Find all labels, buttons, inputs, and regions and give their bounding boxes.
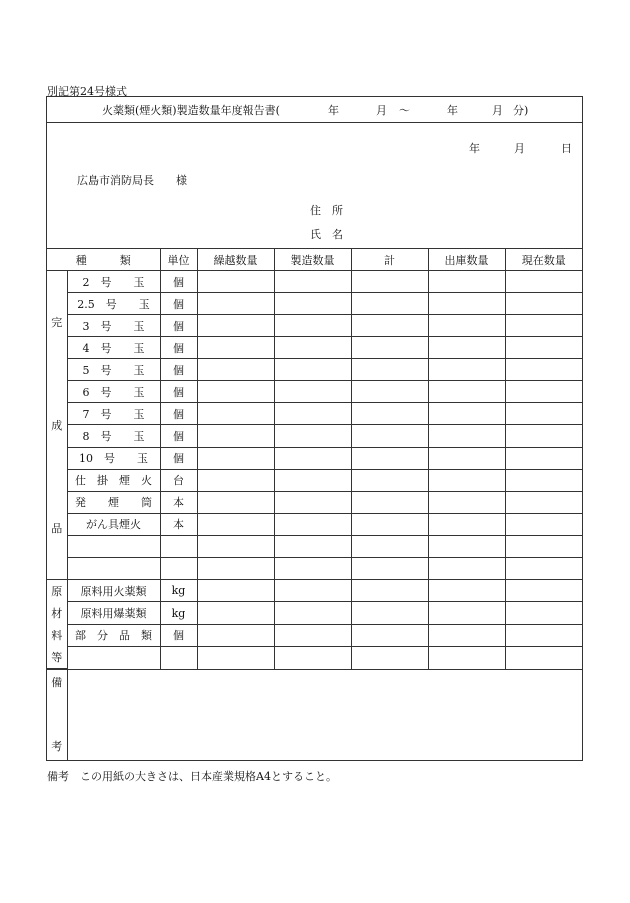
carryover-cell[interactable] bbox=[197, 647, 274, 669]
total-cell[interactable] bbox=[351, 403, 428, 425]
shipped-cell[interactable] bbox=[428, 271, 505, 293]
carryover-cell[interactable] bbox=[197, 580, 274, 602]
group-label-char: 原 bbox=[51, 585, 63, 598]
total-cell[interactable] bbox=[351, 293, 428, 315]
total-cell[interactable] bbox=[351, 447, 428, 469]
current-cell[interactable] bbox=[505, 403, 582, 425]
manufactured-cell[interactable] bbox=[274, 491, 351, 513]
header-block bbox=[47, 123, 582, 249]
table-row bbox=[47, 403, 582, 425]
carryover-cell[interactable] bbox=[197, 271, 274, 293]
item-name: 発 煙 筒 bbox=[67, 491, 160, 513]
current-cell[interactable] bbox=[505, 602, 582, 624]
col-manufactured: 製造数量 bbox=[274, 249, 351, 271]
shipped-cell[interactable] bbox=[428, 403, 505, 425]
carryover-cell[interactable] bbox=[197, 602, 274, 624]
title-row bbox=[47, 97, 582, 123]
quantity-table bbox=[47, 249, 582, 669]
table-row bbox=[47, 337, 582, 359]
manufactured-cell[interactable] bbox=[274, 271, 351, 293]
item-name: 2.5 号 玉 bbox=[67, 293, 160, 315]
item-name: がん具煙火 bbox=[67, 513, 160, 535]
item-name: 4 号 玉 bbox=[67, 337, 160, 359]
table-row bbox=[47, 381, 582, 403]
carryover-cell[interactable] bbox=[197, 425, 274, 447]
carryover-cell[interactable] bbox=[197, 381, 274, 403]
footer-note: 備考 この用紙の大きさは、日本産業規格A4とすること。 bbox=[47, 770, 337, 783]
total-cell[interactable] bbox=[351, 271, 428, 293]
manufactured-cell[interactable] bbox=[274, 469, 351, 491]
carryover-cell[interactable] bbox=[197, 337, 274, 359]
carryover-cell[interactable] bbox=[197, 359, 274, 381]
carryover-cell[interactable] bbox=[197, 491, 274, 513]
total-cell[interactable] bbox=[351, 580, 428, 602]
current-cell[interactable] bbox=[505, 535, 582, 557]
carryover-cell[interactable] bbox=[197, 403, 274, 425]
manufactured-cell[interactable] bbox=[274, 513, 351, 535]
item-unit: 本 bbox=[160, 491, 197, 513]
finished-goods-label bbox=[47, 271, 67, 580]
table-row bbox=[47, 293, 582, 315]
group-label-char: 品 bbox=[51, 521, 63, 535]
title-month-label: 月 bbox=[376, 104, 387, 117]
current-cell[interactable] bbox=[505, 580, 582, 602]
notes-field[interactable] bbox=[67, 670, 582, 761]
group-label-char: 成 bbox=[51, 418, 63, 432]
notes-char: 備 bbox=[51, 676, 63, 689]
total-cell[interactable] bbox=[351, 425, 428, 447]
item-unit: 個 bbox=[160, 315, 197, 337]
item-unit bbox=[160, 647, 197, 669]
table-header bbox=[47, 249, 582, 271]
carryover-cell[interactable] bbox=[197, 557, 274, 579]
table-row bbox=[47, 535, 582, 557]
item-unit: 本 bbox=[160, 513, 197, 535]
manufactured-cell[interactable] bbox=[274, 647, 351, 669]
notes-label bbox=[47, 670, 67, 761]
date-day-label: 日 bbox=[561, 142, 572, 155]
table-row bbox=[47, 513, 582, 535]
item-unit: 個 bbox=[160, 359, 197, 381]
item-name: 原料用火薬類 bbox=[67, 580, 160, 602]
item-name bbox=[67, 557, 160, 579]
manufactured-cell[interactable] bbox=[274, 425, 351, 447]
carryover-cell[interactable] bbox=[197, 469, 274, 491]
title-suffix: 分) bbox=[513, 104, 529, 117]
group-label-char: 等 bbox=[51, 651, 63, 664]
col-current: 現在数量 bbox=[505, 249, 582, 271]
col-unit: 単位 bbox=[160, 249, 197, 271]
col-total: 計 bbox=[351, 249, 428, 271]
table-row bbox=[47, 271, 582, 293]
shipped-cell[interactable] bbox=[428, 425, 505, 447]
shipped-cell[interactable] bbox=[428, 535, 505, 557]
manufactured-cell[interactable] bbox=[274, 602, 351, 624]
manufactured-cell[interactable] bbox=[274, 337, 351, 359]
carryover-cell[interactable] bbox=[197, 293, 274, 315]
report-form bbox=[46, 96, 583, 761]
shipped-cell[interactable] bbox=[428, 315, 505, 337]
col-shipped: 出庫数量 bbox=[428, 249, 505, 271]
manufactured-cell[interactable] bbox=[274, 447, 351, 469]
title-year2-label: 年 bbox=[447, 104, 458, 117]
group-label-char: 完 bbox=[51, 316, 63, 330]
shipped-cell[interactable] bbox=[428, 647, 505, 669]
item-name: 2 号 玉 bbox=[67, 271, 160, 293]
current-cell[interactable] bbox=[505, 271, 582, 293]
total-cell[interactable] bbox=[351, 469, 428, 491]
carryover-cell[interactable] bbox=[197, 315, 274, 337]
item-unit: kg bbox=[160, 602, 197, 624]
current-cell[interactable] bbox=[505, 447, 582, 469]
manufactured-cell[interactable] bbox=[274, 359, 351, 381]
total-cell[interactable] bbox=[351, 602, 428, 624]
shipped-cell[interactable] bbox=[428, 469, 505, 491]
table-row bbox=[47, 491, 582, 513]
item-name: 8 号 玉 bbox=[67, 425, 160, 447]
current-cell[interactable] bbox=[505, 425, 582, 447]
item-unit: kg bbox=[160, 580, 197, 602]
item-unit: 個 bbox=[160, 425, 197, 447]
carryover-cell[interactable] bbox=[197, 513, 274, 535]
shipped-cell[interactable] bbox=[428, 624, 505, 646]
table-row bbox=[47, 602, 582, 624]
total-cell[interactable] bbox=[351, 557, 428, 579]
item-unit bbox=[160, 557, 197, 579]
shipped-cell[interactable] bbox=[428, 513, 505, 535]
carryover-cell[interactable] bbox=[197, 447, 274, 469]
item-name: 7 号 玉 bbox=[67, 403, 160, 425]
date-year-label: 年 bbox=[469, 142, 480, 155]
manufactured-cell[interactable] bbox=[274, 403, 351, 425]
title-tilde: ～ bbox=[399, 104, 410, 117]
manufactured-cell[interactable] bbox=[274, 624, 351, 646]
item-name: 3 号 玉 bbox=[67, 315, 160, 337]
total-cell[interactable] bbox=[351, 624, 428, 646]
manufactured-cell[interactable] bbox=[274, 381, 351, 403]
item-unit: 個 bbox=[160, 271, 197, 293]
title-month2-label: 月 bbox=[492, 104, 503, 117]
table-row bbox=[47, 359, 582, 381]
current-cell[interactable] bbox=[505, 337, 582, 359]
current-cell[interactable] bbox=[505, 315, 582, 337]
shipped-cell[interactable] bbox=[428, 447, 505, 469]
shipped-cell[interactable] bbox=[428, 359, 505, 381]
notes-table bbox=[47, 669, 582, 760]
current-cell[interactable] bbox=[505, 469, 582, 491]
carryover-cell[interactable] bbox=[197, 535, 274, 557]
table-row bbox=[47, 580, 582, 602]
current-cell[interactable] bbox=[505, 557, 582, 579]
current-cell[interactable] bbox=[505, 293, 582, 315]
address-label: 住 所 bbox=[310, 204, 343, 217]
total-cell[interactable] bbox=[351, 337, 428, 359]
group-label-char: 材 bbox=[51, 607, 63, 620]
table-row bbox=[47, 447, 582, 469]
item-name: 5 号 玉 bbox=[67, 359, 160, 381]
current-cell[interactable] bbox=[505, 381, 582, 403]
item-unit: 個 bbox=[160, 293, 197, 315]
total-cell[interactable] bbox=[351, 491, 428, 513]
date-month-label: 月 bbox=[514, 142, 525, 155]
col-carryover: 繰越数量 bbox=[197, 249, 274, 271]
item-unit: 個 bbox=[160, 381, 197, 403]
item-name: 原料用爆薬類 bbox=[67, 602, 160, 624]
shipped-cell[interactable] bbox=[428, 580, 505, 602]
total-cell[interactable] bbox=[351, 381, 428, 403]
col-kind: 種 類 bbox=[47, 249, 160, 271]
shipped-cell[interactable] bbox=[428, 491, 505, 513]
item-unit: 台 bbox=[160, 469, 197, 491]
shipped-cell[interactable] bbox=[428, 557, 505, 579]
title-year-label: 年 bbox=[328, 104, 339, 117]
addressee: 広島市消防局長 様 bbox=[77, 174, 187, 187]
materials-label bbox=[47, 580, 67, 669]
current-cell[interactable] bbox=[505, 491, 582, 513]
item-name: 部 分 品 類 bbox=[67, 624, 160, 646]
manufactured-cell[interactable] bbox=[274, 580, 351, 602]
report-title: 火薬類(煙火類)製造数量年度報告書( bbox=[102, 104, 280, 117]
form-label: 別記第24号様式 bbox=[47, 85, 127, 98]
table-row bbox=[47, 647, 582, 669]
item-name bbox=[67, 647, 160, 669]
table-row bbox=[47, 315, 582, 337]
group-label-char: 料 bbox=[51, 629, 63, 642]
shipped-cell[interactable] bbox=[428, 293, 505, 315]
total-cell[interactable] bbox=[351, 535, 428, 557]
manufactured-cell[interactable] bbox=[274, 315, 351, 337]
shipped-cell[interactable] bbox=[428, 602, 505, 624]
name-label: 氏 名 bbox=[310, 228, 343, 241]
table-row bbox=[47, 425, 582, 447]
total-cell[interactable] bbox=[351, 315, 428, 337]
table-row bbox=[47, 469, 582, 491]
item-unit: 個 bbox=[160, 337, 197, 359]
item-name: 10 号 玉 bbox=[67, 447, 160, 469]
total-cell[interactable] bbox=[351, 359, 428, 381]
item-name: 仕 掛 煙 火 bbox=[67, 469, 160, 491]
total-cell[interactable] bbox=[351, 513, 428, 535]
shipped-cell[interactable] bbox=[428, 337, 505, 359]
manufactured-cell[interactable] bbox=[274, 557, 351, 579]
carryover-cell[interactable] bbox=[197, 624, 274, 646]
item-unit: 個 bbox=[160, 403, 197, 425]
current-cell[interactable] bbox=[505, 624, 582, 646]
current-cell[interactable] bbox=[505, 359, 582, 381]
table-row bbox=[47, 624, 582, 646]
manufactured-cell[interactable] bbox=[274, 293, 351, 315]
table-row bbox=[47, 557, 582, 579]
item-unit: 個 bbox=[160, 624, 197, 646]
manufactured-cell[interactable] bbox=[274, 535, 351, 557]
item-name bbox=[67, 535, 160, 557]
item-unit: 個 bbox=[160, 447, 197, 469]
current-cell[interactable] bbox=[505, 513, 582, 535]
total-cell[interactable] bbox=[351, 647, 428, 669]
item-name: 6 号 玉 bbox=[67, 381, 160, 403]
current-cell[interactable] bbox=[505, 647, 582, 669]
notes-char: 考 bbox=[51, 740, 63, 753]
item-unit bbox=[160, 535, 197, 557]
shipped-cell[interactable] bbox=[428, 381, 505, 403]
